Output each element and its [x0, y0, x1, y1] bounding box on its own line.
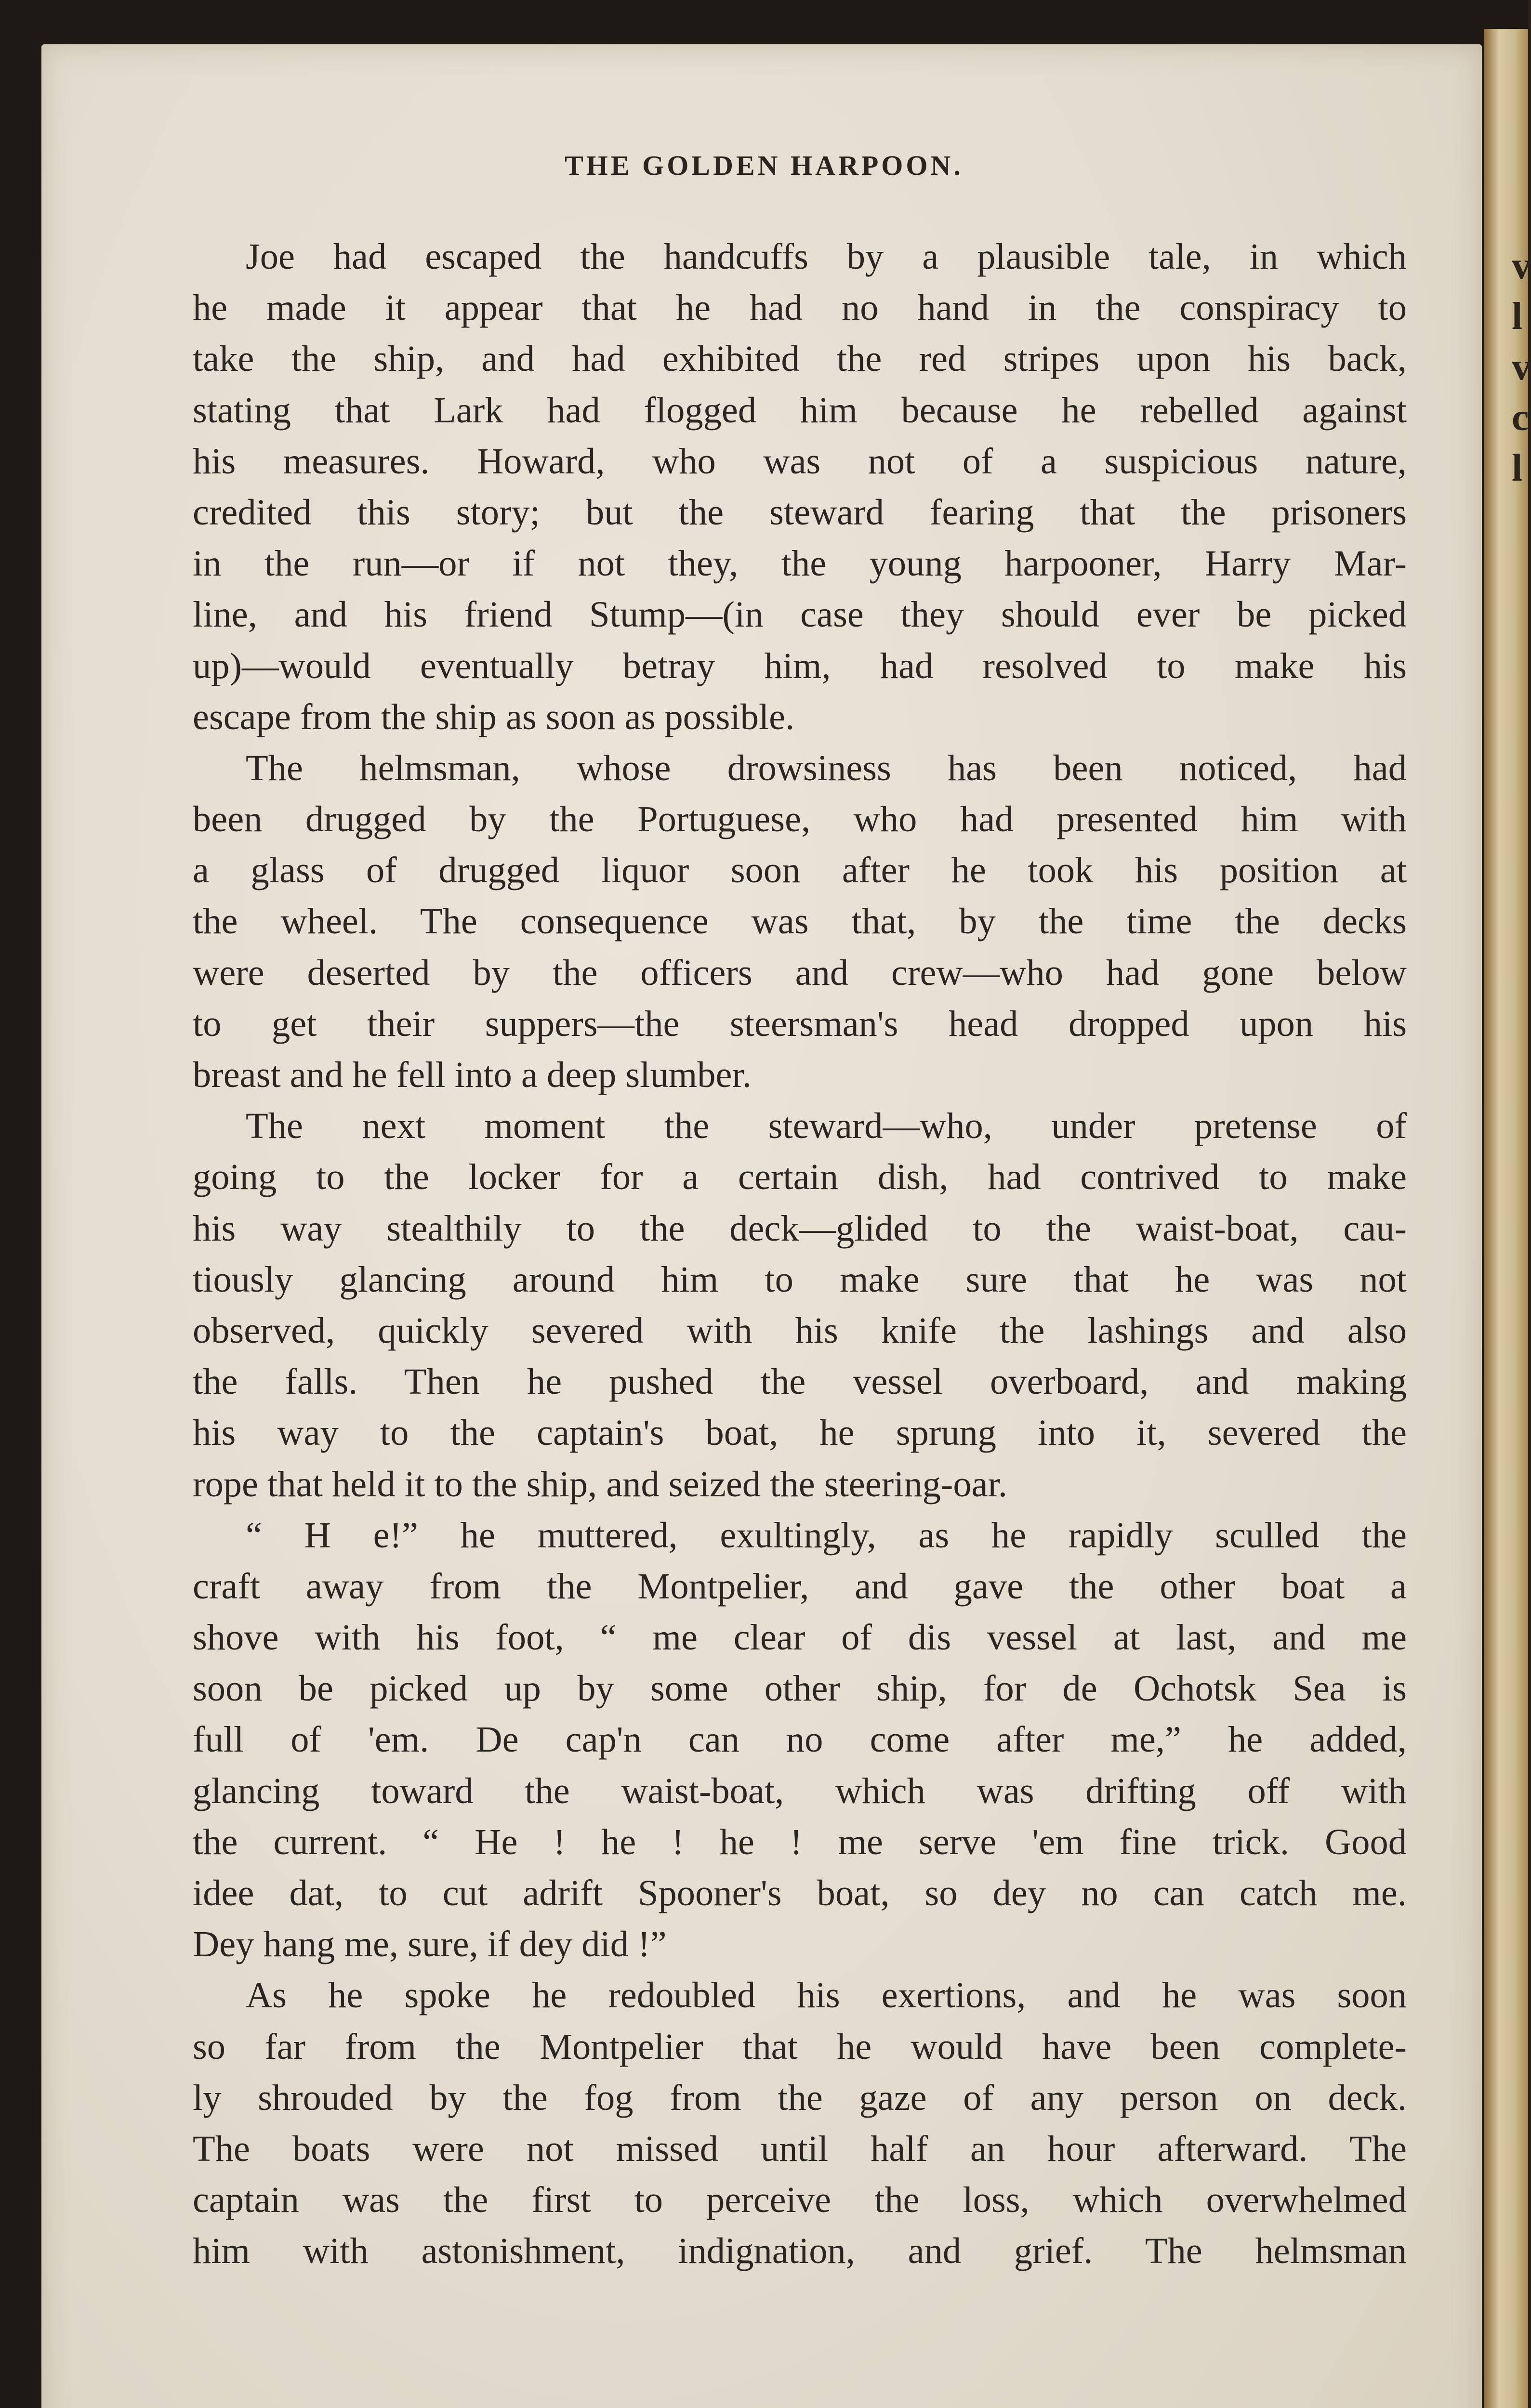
text-line: The next moment the steward—who, under pretense of	[246, 1105, 1407, 1147]
text-line: up)—would eventually betray him, had resolved to make his	[193, 645, 1407, 686]
text-line: in the run—or if not they, the young harpooner, Harry Mar-	[193, 543, 1407, 584]
text-line: breast and he fell into a deep slumber.	[193, 1054, 752, 1095]
text-line: stating that Lark had flogged him because he rebelled against	[193, 389, 1407, 431]
text-line: As he spoke he redoubled his exertions, and he was soon	[246, 1975, 1407, 2016]
text-line: the current. “ He ! he ! he ! me serve 'em fine trick. Good	[193, 1821, 1407, 1862]
text-line: going to the locker for a certain dish, had contrived to make	[193, 1156, 1407, 1198]
text-line: a glass of drugged liquor soon after he took his position at	[193, 850, 1407, 891]
text-line: soon be picked up by some other ship, for de Ochotsk Sea is	[193, 1668, 1407, 1709]
text-line: him with astonishment, indignation, and grief. The helmsman	[193, 2230, 1407, 2272]
text-line: craft away from the Montpelier, and gave the other boat a	[193, 1565, 1407, 1607]
text-line: observed, quickly severed with his knife the lashings and also	[193, 1309, 1407, 1351]
edge-glyph: l	[1512, 295, 1523, 338]
text-line: captain was the first to perceive the loss, which overwhelmed	[193, 2179, 1407, 2221]
text-line: Dey hang me, sure, if dey did !”	[193, 1924, 667, 1965]
text-line: tiously glancing around him to make sure that he was not	[193, 1258, 1407, 1300]
text-line: Joe had escaped the handcuffs by a plausible tale, in which	[246, 236, 1407, 277]
text-line: been drugged by the Portuguese, who had presented him with	[193, 798, 1407, 840]
edge-glyph: v	[1512, 346, 1531, 388]
text-line: The helmsman, whose drowsiness has been noticed, had	[246, 747, 1407, 788]
text-line: “ H e!” he muttered, exultingly, as he rapidly sculled the	[246, 1514, 1407, 1556]
text-line: the wheel. The consequence was that, by the time the decks	[193, 901, 1407, 942]
text-line: his way stealthily to the deck—glided to the waist-boat, cau-	[193, 1207, 1407, 1249]
text-line: ly shrouded by the fog from the gaze of any person on deck.	[193, 2077, 1407, 2118]
edge-glyph: c	[1512, 396, 1529, 439]
text-line: the falls. Then he pushed the vessel overboard, and making	[193, 1361, 1407, 1402]
adjacent-page-text-fragments	[1512, 241, 1531, 494]
text-line: take the ship, and had exhibited the red stripes upon his back,	[193, 338, 1407, 380]
text-line: The boats were not missed until half an hour afterward. The	[193, 2128, 1407, 2169]
text-line: so far from the Montpelier that he would have been complete-	[193, 2026, 1407, 2067]
text-line: shove with his foot, “ me clear of dis vessel at last, and me	[193, 1617, 1407, 1658]
edge-glyph: v	[1512, 245, 1531, 287]
text-line: idee dat, to cut adrift Spooner's boat, so dey no can catch me.	[193, 1872, 1407, 1913]
text-line: line, and his friend Stump—(in case they should ever be picked	[193, 594, 1407, 635]
text-line: his measures. Howard, who was not of a suspicious nature,	[193, 440, 1407, 482]
edge-glyph: l	[1512, 447, 1523, 489]
text-line: glancing toward the waist-boat, which was drifting off with	[193, 1770, 1407, 1811]
running-head: THE GOLDEN HARPOON.	[565, 150, 963, 181]
text-line: rope that held it to the ship, and seized the steering-oar.	[193, 1463, 1007, 1505]
text-line: were deserted by the officers and crew—who had gone below	[193, 952, 1407, 993]
text-line: he made it appear that he had no hand in the conspiracy to	[193, 287, 1407, 328]
body-text	[193, 231, 1407, 2277]
text-line: to get their suppers—the steersman's head dropped upon his	[193, 1003, 1407, 1044]
text-line: full of 'em. De cap'n can no come after me,” he added,	[193, 1719, 1407, 1760]
text-line: his way to the captain's boat, he sprung into it, severed the	[193, 1412, 1407, 1453]
text-line: credited this story; but the steward fearing that the prisoners	[193, 491, 1407, 533]
text-line: escape from the ship as soon as possible.	[193, 696, 795, 737]
